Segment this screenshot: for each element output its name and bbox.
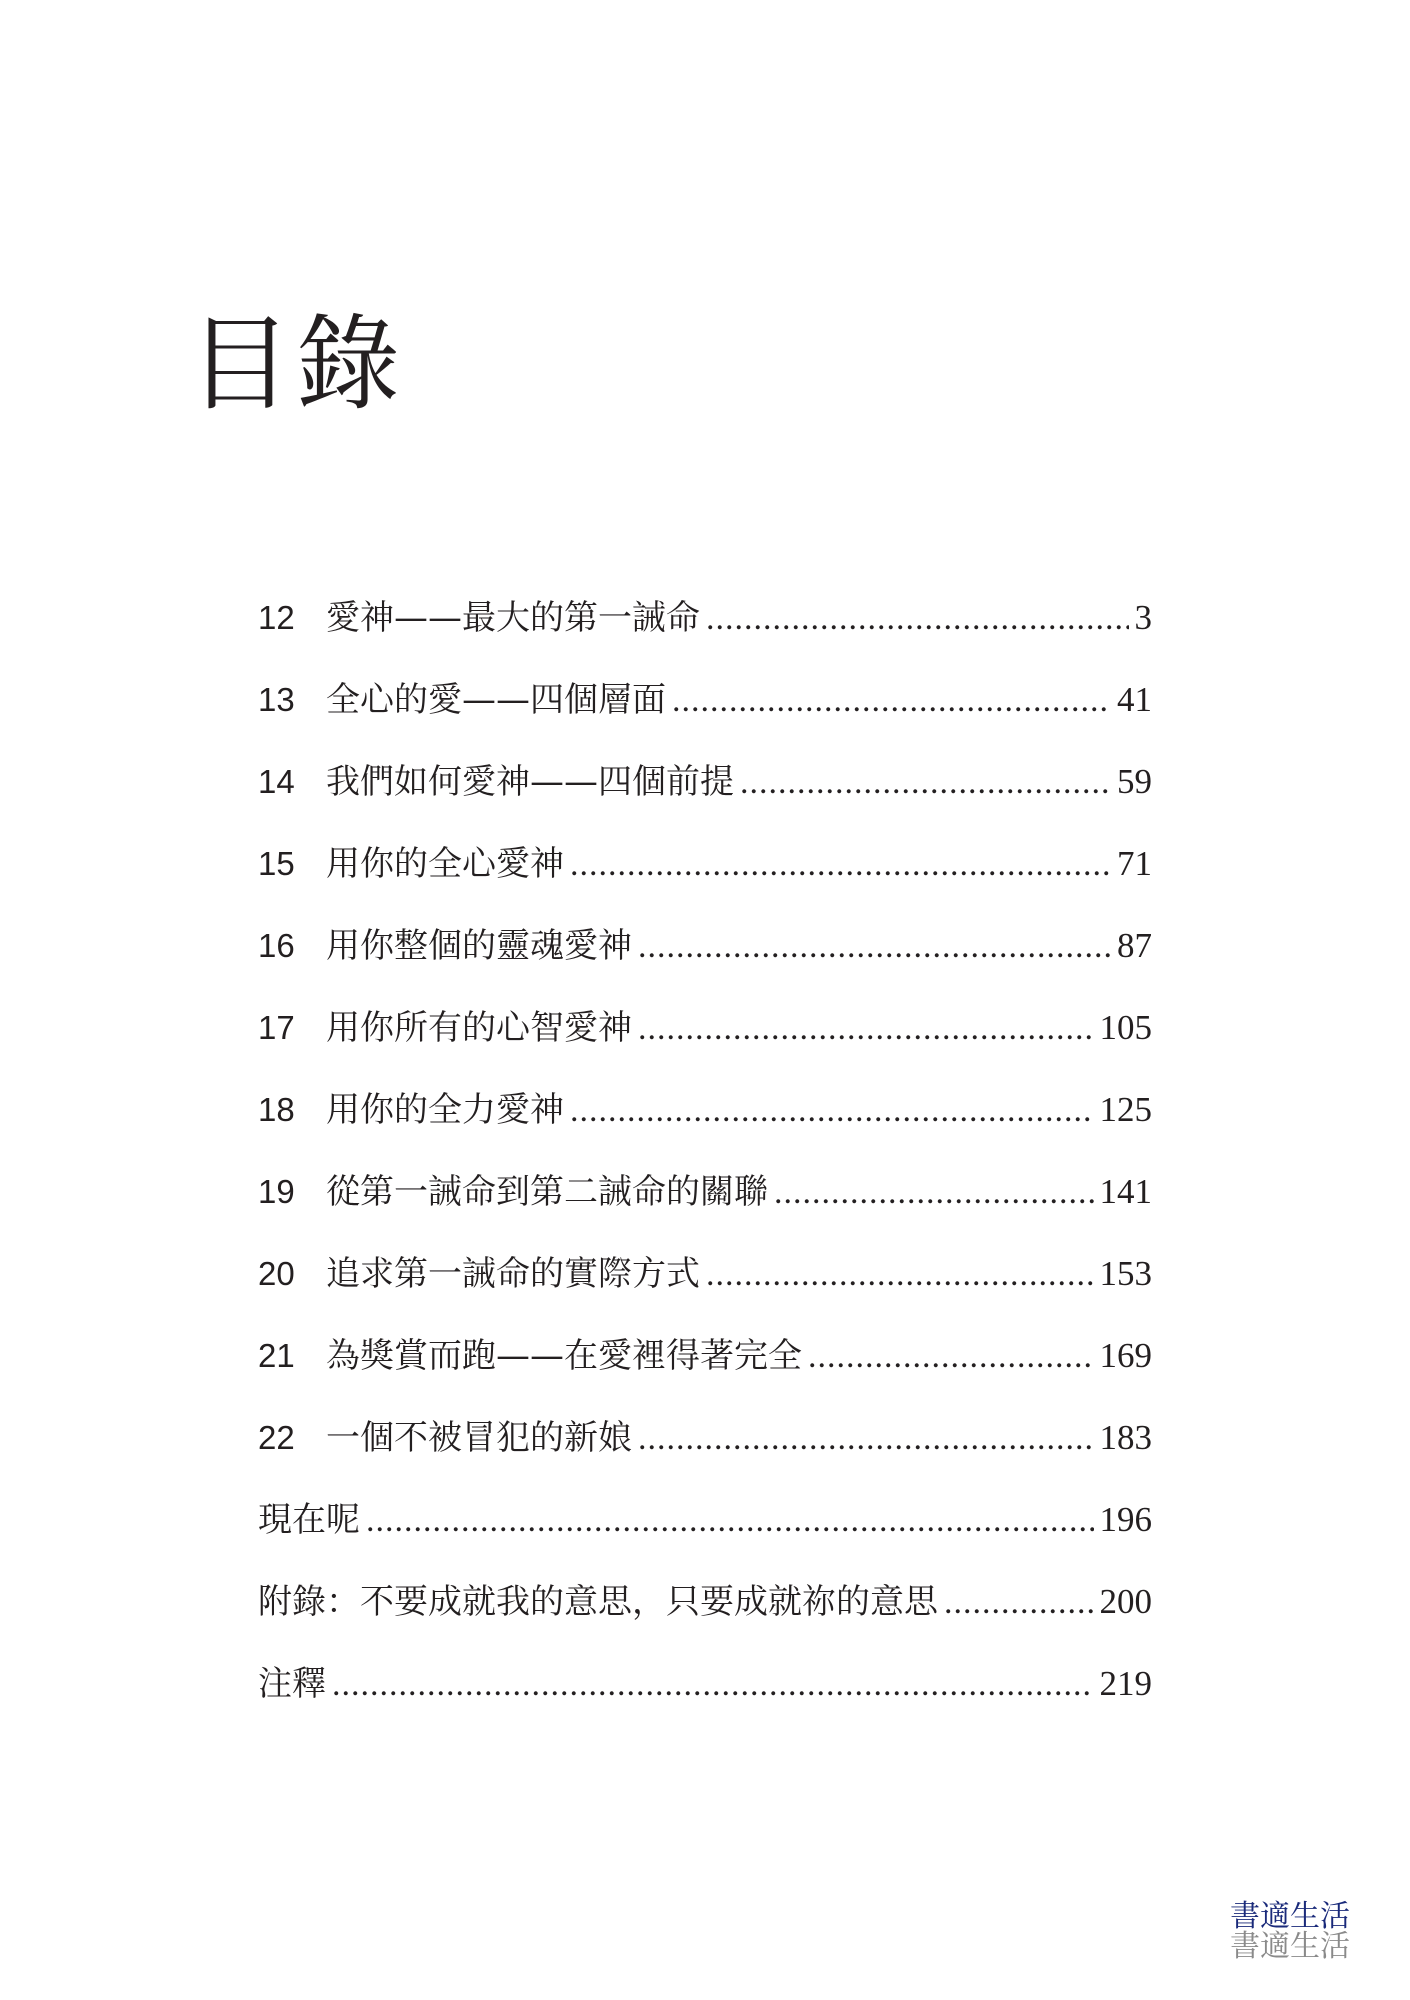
toc-entry[interactable] <box>258 1572 1152 1654</box>
publisher-watermark <box>1230 1899 1350 1964</box>
toc-entry[interactable] <box>258 1654 1152 1736</box>
toc-entry[interactable] <box>258 1244 1152 1326</box>
chapter-number: 21 <box>258 1337 295 1374</box>
dot-leader <box>944 1573 1094 1633</box>
toc-entry[interactable] <box>258 834 1152 916</box>
page-number: 87 <box>1117 926 1152 965</box>
dot-leader <box>808 1327 1094 1387</box>
page-number: 169 <box>1099 1336 1152 1375</box>
dot-leader <box>366 1491 1094 1551</box>
toc-entry[interactable] <box>258 752 1152 834</box>
chapter-title: 從第一誡命到第二誡命的關聯 <box>326 1172 768 1212</box>
chapter-title: 為獎賞而跑——在愛裡得著完全 <box>326 1336 802 1376</box>
page-number: 105 <box>1099 1008 1152 1047</box>
table-of-contents <box>258 588 1152 1736</box>
chapter-title: 附錄：不要成就我的意思，只要成就祢的意思 <box>258 1582 938 1622</box>
chapter-title: 全心的愛——四個層面 <box>326 680 666 720</box>
toc-entry[interactable] <box>258 998 1152 1080</box>
chapter-number: 20 <box>258 1255 295 1292</box>
toc-entry[interactable] <box>258 670 1152 752</box>
toc-entry[interactable] <box>258 1326 1152 1408</box>
chapter-title: 現在呢 <box>258 1500 360 1540</box>
chapter-number: 22 <box>258 1419 295 1456</box>
toc-entry[interactable] <box>258 1080 1152 1162</box>
page-number: 196 <box>1099 1500 1152 1539</box>
chapter-title: 一個不被冒犯的新娘 <box>326 1418 632 1458</box>
page-number: 71 <box>1117 844 1152 883</box>
chapter-title: 我們如何愛神——四個前提 <box>326 762 734 802</box>
dot-leader <box>638 917 1111 977</box>
watermark-line-2: 書適生活 <box>1230 1929 1350 1964</box>
chapter-title: 用你的全力愛神 <box>326 1090 564 1130</box>
page-number: 200 <box>1099 1582 1152 1621</box>
dot-leader <box>332 1655 1094 1715</box>
toc-entry[interactable] <box>258 588 1152 670</box>
chapter-number: 16 <box>258 927 295 964</box>
page-number: 153 <box>1099 1254 1152 1293</box>
toc-entry[interactable] <box>258 1408 1152 1490</box>
toc-entry[interactable] <box>258 1162 1152 1244</box>
page-number: 219 <box>1099 1664 1152 1703</box>
page-number: 3 <box>1134 598 1152 637</box>
toc-entry[interactable] <box>258 916 1152 998</box>
dot-leader <box>570 1081 1094 1141</box>
dot-leader <box>570 835 1111 895</box>
chapter-title: 注釋 <box>258 1664 326 1704</box>
chapter-number: 18 <box>258 1091 295 1128</box>
chapter-title: 愛神——最大的第一誡命 <box>326 598 700 638</box>
page-title: 目錄 <box>188 303 405 425</box>
toc-entry[interactable] <box>258 1490 1152 1572</box>
dot-leader <box>706 1245 1094 1305</box>
dot-leader <box>774 1163 1094 1223</box>
chapter-number: 14 <box>258 763 295 800</box>
chapter-title: 用你所有的心智愛神 <box>326 1008 632 1048</box>
chapter-number: 15 <box>258 845 295 882</box>
chapter-number: 17 <box>258 1009 295 1046</box>
chapter-number: 13 <box>258 681 295 718</box>
watermark-line-1: 書適生活 <box>1230 1899 1350 1934</box>
page-number: 59 <box>1117 762 1152 801</box>
page-number: 183 <box>1099 1418 1152 1457</box>
dot-leader <box>740 753 1111 813</box>
dot-leader <box>638 999 1094 1059</box>
chapter-number: 12 <box>258 599 295 636</box>
chapter-title: 用你的全心愛神 <box>326 844 564 884</box>
page-number: 141 <box>1099 1172 1152 1211</box>
dot-leader <box>638 1409 1094 1469</box>
chapter-title: 用你整個的靈魂愛神 <box>326 926 632 966</box>
page-number: 41 <box>1117 680 1152 719</box>
dot-leader <box>672 671 1111 731</box>
page-number: 125 <box>1099 1090 1152 1129</box>
chapter-title: 追求第一誡命的實際方式 <box>326 1254 700 1294</box>
dot-leader <box>706 589 1129 649</box>
chapter-number: 19 <box>258 1173 295 1210</box>
